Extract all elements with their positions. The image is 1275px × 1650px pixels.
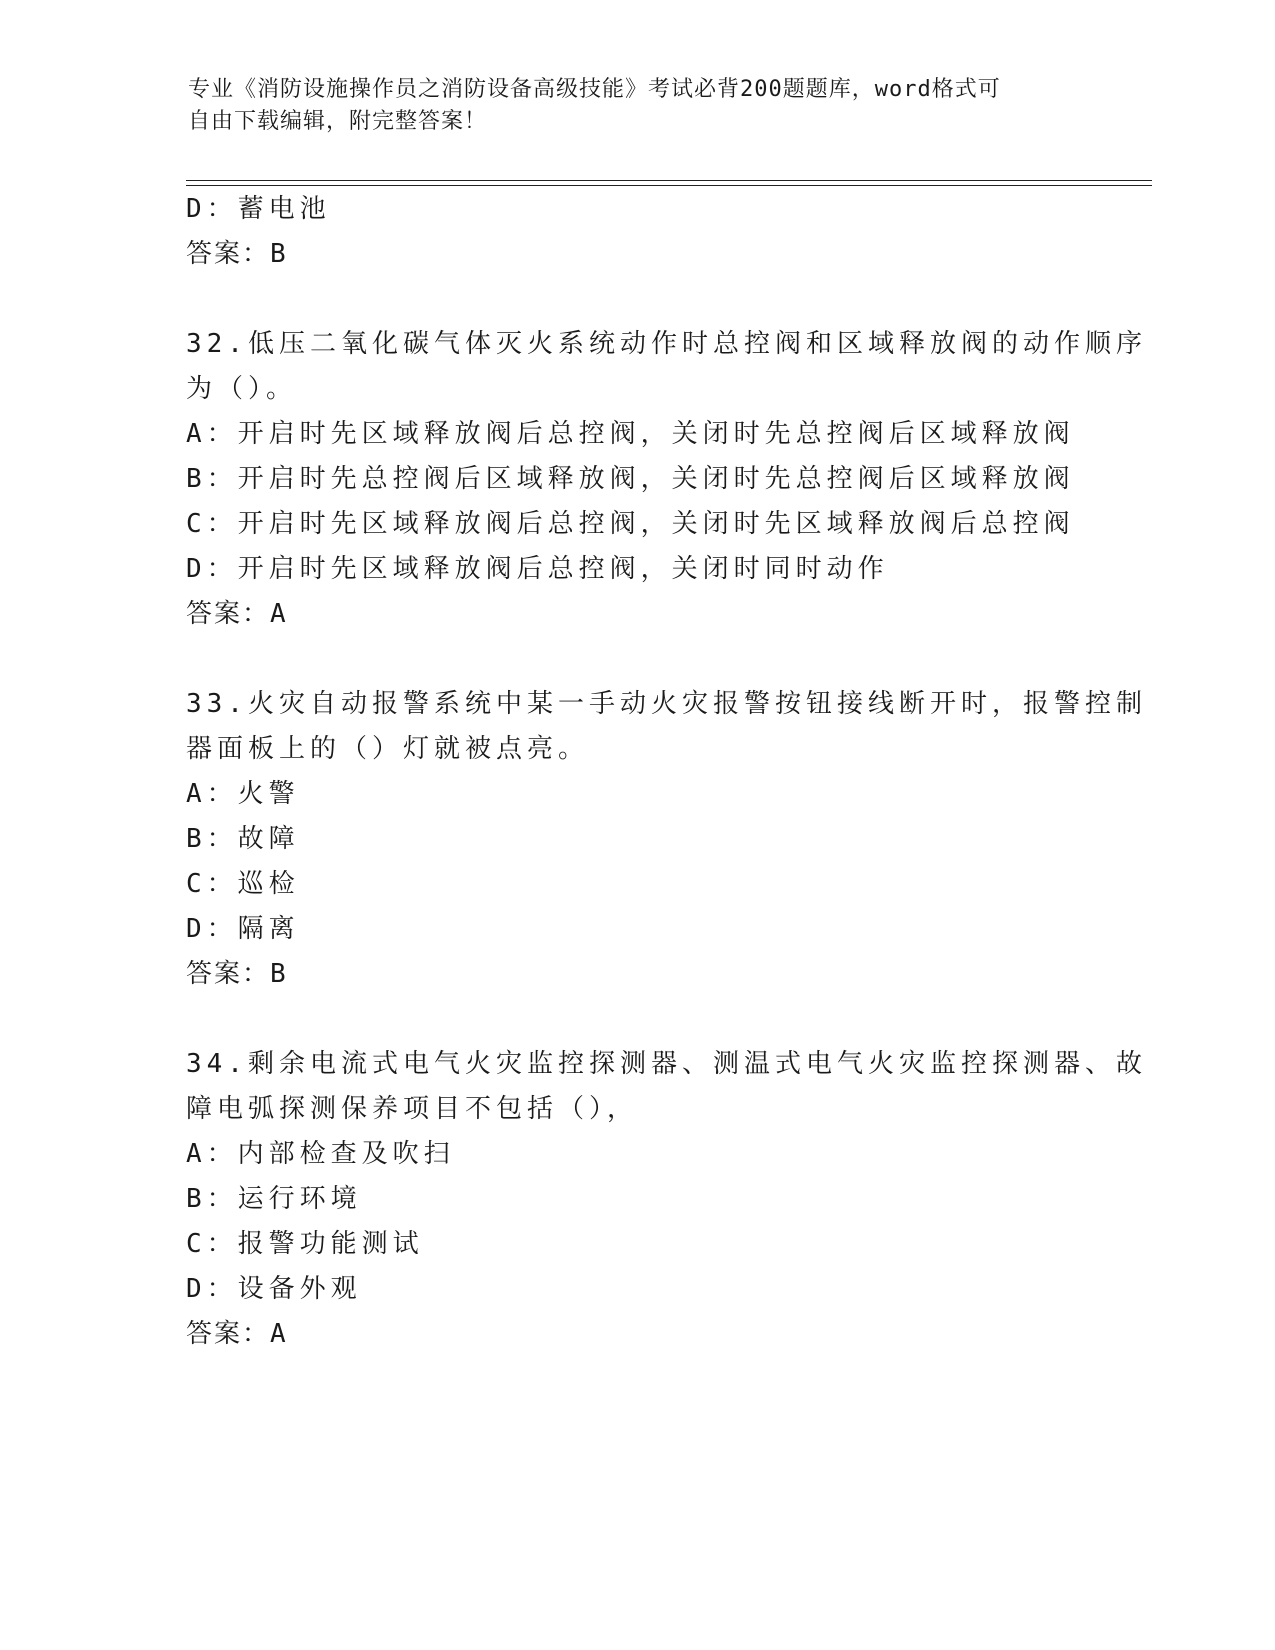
question-33-option-c: C：巡检 (186, 869, 300, 899)
prev-option-d: D：蓄电池 (186, 194, 331, 224)
question-34-answer: 答案：A (186, 1319, 288, 1349)
question-32-option-a: A：开启时先区域释放阀后总控阀，关闭时先总控阀后区域释放阀 (186, 419, 1075, 449)
question-34-stem-line-1: 34.剩余电流式电气火灾监控探测器、测温式电气火灾监控探测器、故 (186, 1049, 1147, 1079)
header-divider-top (186, 180, 1152, 181)
question-33-option-a: A：火警 (186, 779, 300, 809)
question-32-option-b: B：开启时先总控阀后区域释放阀，关闭时先总控阀后区域释放阀 (186, 464, 1075, 494)
question-34-option-b: B：运行环境 (186, 1184, 362, 1214)
question-33-option-b: B：故障 (186, 824, 300, 854)
question-32-stem-line-2: 为（）。 (186, 374, 298, 404)
question-32-option-d: D：开启时先区域释放阀后总控阀，关闭时同时动作 (186, 554, 889, 584)
page-header (188, 74, 1088, 138)
question-33-option-d: D：隔离 (186, 914, 300, 944)
header-line-2: 自由下载编辑，附完整答案！ (188, 109, 488, 134)
question-33-answer: 答案：B (186, 959, 288, 989)
question-32-answer: 答案：A (186, 599, 288, 629)
question-34-stem-line-2: 障电弧探测保养项目不包括（）， (186, 1094, 639, 1124)
question-34-option-d: D：设备外观 (186, 1274, 362, 1304)
question-34-option-c: C：报警功能测试 (186, 1229, 424, 1259)
question-32-stem-line-1: 32.低压二氧化碳气体灭火系统动作时总控阀和区域释放阀的动作顺序 (186, 329, 1147, 359)
question-33-stem-line-1: 33.火灾自动报警系统中某一手动火灾报警按钮接线断开时，报警控制 (186, 689, 1147, 719)
question-32-option-c: C：开启时先区域释放阀后总控阀，关闭时先区域释放阀后总控阀 (186, 509, 1075, 539)
prev-answer: 答案：B (186, 239, 288, 269)
header-divider-bottom (186, 185, 1152, 186)
header-line-1: 专业《消防设施操作员之消防设备高级技能》考试必背200题题库，word格式可 (188, 77, 1001, 102)
question-34-option-a: A：内部检查及吹扫 (186, 1139, 455, 1169)
question-33-stem-line-2: 器面板上的（）灯就被点亮。 (186, 734, 590, 764)
